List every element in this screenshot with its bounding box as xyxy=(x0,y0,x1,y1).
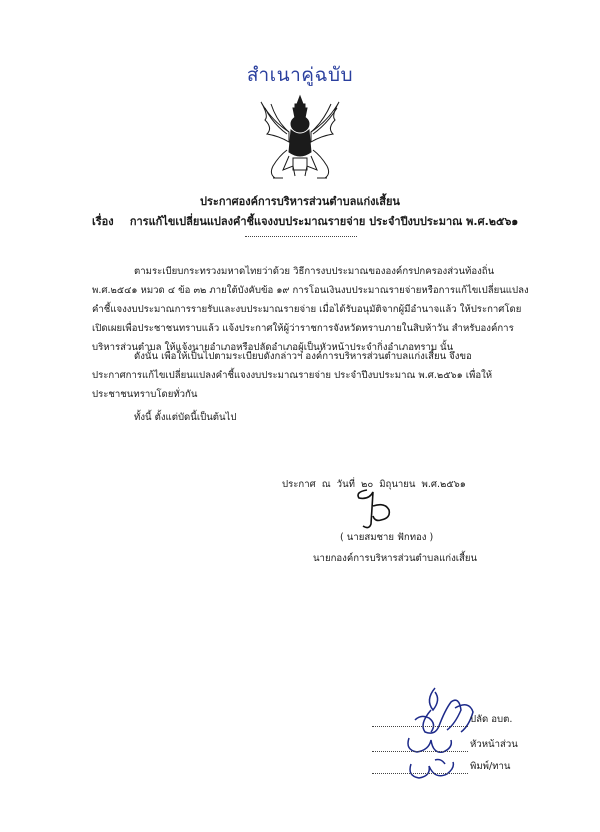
dotted-line xyxy=(372,750,468,752)
dotted-line xyxy=(372,772,468,774)
garuda-emblem-icon xyxy=(243,90,358,185)
paragraph-line: พ.ศ.๒๕๔๑ หมวด ๔ ข้อ ๓๒ ภายใต้บังคับข้อ ๑๙ การโอนเงินงบประมาณรายจ่ายหรือการแก้ไขเปลี่ยนแปลง xyxy=(92,285,529,296)
paragraph-line: ประชาชนทราบโดยทั่วกัน xyxy=(92,389,198,400)
subject-label: เรื่อง xyxy=(92,215,114,228)
signer-position: นายกองค์การบริหารส่วนตำบลแก่งเสี้ยน xyxy=(313,553,478,564)
announcement-title: ประกาศองค์การบริหารส่วนตำบลแก่งเสี้ยน xyxy=(200,195,400,208)
copy-stamp-title: สำเนาคู่ฉบับ xyxy=(246,64,354,86)
subject-text: การแก้ไขเปลี่ยนแปลงคำชี้แจงงบประมาณรายจ่าย ประจำปีงบประมาณ พ.ศ.๒๕๖๑ xyxy=(129,215,519,228)
subject-line xyxy=(92,212,592,230)
paragraph-3 xyxy=(92,408,512,427)
paragraph-line: บริหารส่วนตำบล ให้แจ้งนายอำเภอหรือปลัดอำเภอผู้เป็นหัวหน้าประจำกิ่งอำเภอทราบ นั้น xyxy=(92,342,454,353)
paragraph-line: ดังนั้น เพื่อให้เป็นไปตามระเบียบดังกล่าวฯ องค์การบริหารส่วนตำบลแก่งเสี้ยน จึงขอ xyxy=(134,351,472,362)
paragraph-2 xyxy=(92,347,512,404)
paragraph-line: ทั้งนี้ ตั้งแต่บัดนี้เป็นต้นไป xyxy=(134,412,237,423)
paragraph-line: เปิดเผยเพื่อประชาชนทราบแล้ว แจ้งประกาศให้ผู้ว่าราชการจังหวัดทราบภายในสิบห้าวัน สำหรับองค์การ xyxy=(92,323,514,334)
approval-label: หัวหน้าส่วน xyxy=(470,739,518,750)
signer-name: ( นายสมชาย ฟักทอง ) xyxy=(340,532,434,543)
paragraph-line: ตามระเบียบกระทรวงมหาดไทยว่าด้วย วิธีการงบประมาณขององค์กรปกครองส่วนท้องถิ่น xyxy=(134,266,495,277)
approval-line-deputy xyxy=(372,712,512,727)
paragraph-1 xyxy=(92,262,529,357)
signature-icon xyxy=(345,484,405,534)
paragraph-line: ประกาศการแก้ไขเปลี่ยนแปลงคำชี้แจงงบประมาณรายจ่าย ประจำปีงบประมาณ พ.ศ.๒๕๖๑ เพื่อให้ xyxy=(92,370,493,381)
announcement-date: ประกาศ ณ วันที่ ๒๐ มิถุนายน พ.ศ.๒๕๖๑ xyxy=(282,479,466,490)
approval-line-typist xyxy=(372,759,510,774)
heading-divider xyxy=(245,236,357,237)
paragraph-line: คำชี้แจงงบประมาณการรายรับและงบประมาณรายจ่าย เมื่อได้รับอนุมัติจากผู้มีอำนาจแล้ว ให้ประกาศโดย xyxy=(92,304,522,315)
approval-line-head xyxy=(372,737,518,752)
approval-label: พิมพ์/ทาน xyxy=(470,761,511,772)
approval-label: ปลัด อบต. xyxy=(470,714,513,725)
dotted-line xyxy=(372,725,468,727)
